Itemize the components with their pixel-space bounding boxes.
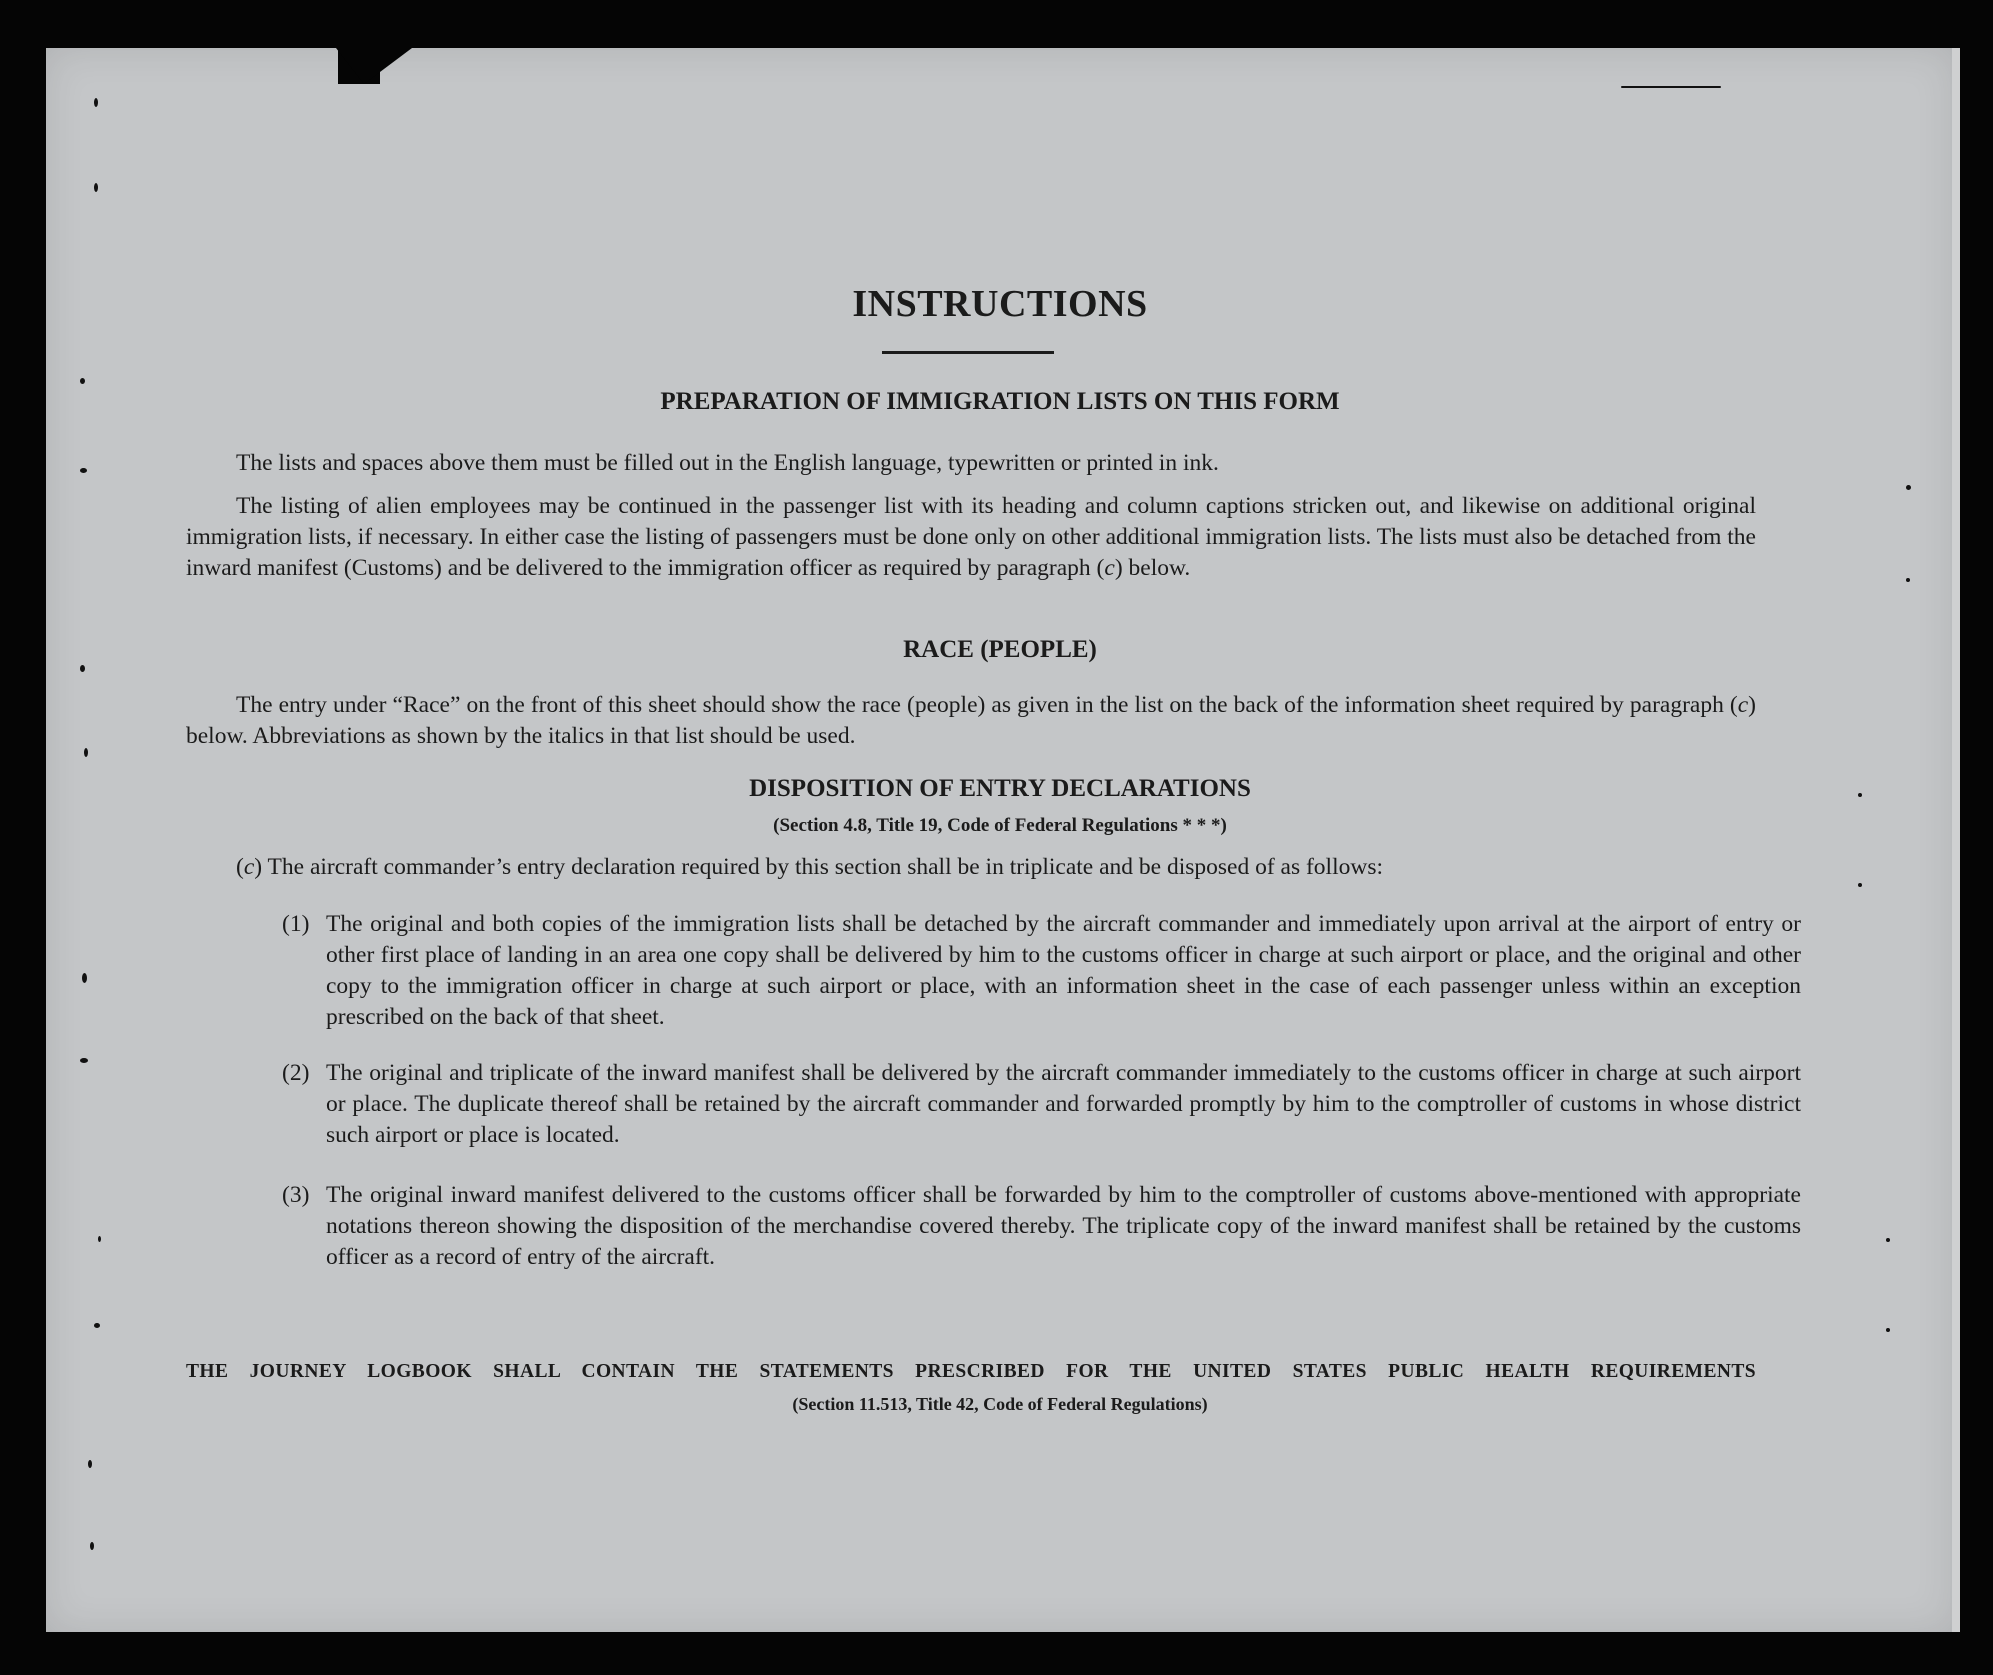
heading-race: RACE (PEOPLE) xyxy=(903,636,1097,663)
title-underline xyxy=(882,351,1054,354)
disposition-item-1: (1) The original and both copies of the immigration lists shall be detached by the aircraft commander and immediately upon arrival at the airport of entry or other first place of landing in an area one copy shall be delivered by him to the customs officer in charge at such airport or place, and the original and other copy to the immigration officer in charge at such airport or place, with an information sheet in the case of each passenger unless within an exception prescribed on the back of that sheet. xyxy=(282,911,1801,1030)
race-paragraph: The entry under “Race” on the front of this sheet should show the race (people) as given in the list on the back of the information sheet required by paragraph (c) below. Abbreviations as shown by the italics in that list should be used. xyxy=(186,692,1756,749)
page-title: INSTRUCTIONS xyxy=(852,283,1148,325)
disposition-citation: (Section 4.8, Title 19, Code of Federal Regulations * * *) xyxy=(773,815,1227,836)
health-requirements-citation: (Section 11.513, Title 42, Code of Federal Regulations) xyxy=(792,1394,1208,1414)
heading-disposition: DISPOSITION OF ENTRY DECLARATIONS xyxy=(749,775,1251,802)
instructions-content xyxy=(46,48,1954,1632)
preparation-paragraph-1: The lists and spaces above them must be filled out in the English language, typewritten or printed in ink. xyxy=(236,450,1219,476)
health-requirements-statement: THE JOURNEY LOGBOOK SHALL CONTAIN THE STATEMENTS PRESCRIBED FOR THE UNITED STATES PUBLIC HEALTH REQUIREMENTS xyxy=(186,1361,1756,1382)
disposition-item-2: (2) The original and triplicate of the inward manifest shall be delivered by the aircraft commander immediately to the customs officer in charge at such airport or place. The duplicate thereof shall be retained by the aircraft commander and forwarded promptly by him to the comptroller of customs in whose district such airport or place is located. xyxy=(282,1060,1801,1148)
heading-preparation: PREPARATION OF IMMIGRATION LISTS ON THIS FORM xyxy=(660,388,1340,415)
disposition-intro: (c) The aircraft commander’s entry declaration required by this section shall be in triplicate and be disposed of as follows: xyxy=(236,854,1383,880)
scanned-page xyxy=(46,48,1954,1632)
disposition-item-3: (3) The original inward manifest delivered to the customs officer shall be forwarded by him to the comptroller of customs above-mentioned with appropriate notations thereon showing the disposition of the merchandise covered thereby. The triplicate copy of the inward manifest shall be retained by the customs officer as a record of entry of the aircraft. xyxy=(282,1182,1801,1270)
preparation-paragraph-2: The listing of alien employees may be continued in the passenger list with its heading and column captions stricken out, and likewise on additional original immigration lists, if necessary. In either case the listing of passengers must be done only on other additional immigration lists. The lists must also be detached from the inward manifest (Customs) and be delivered to the immigration officer as required by paragraph (c) below. xyxy=(186,493,1756,581)
